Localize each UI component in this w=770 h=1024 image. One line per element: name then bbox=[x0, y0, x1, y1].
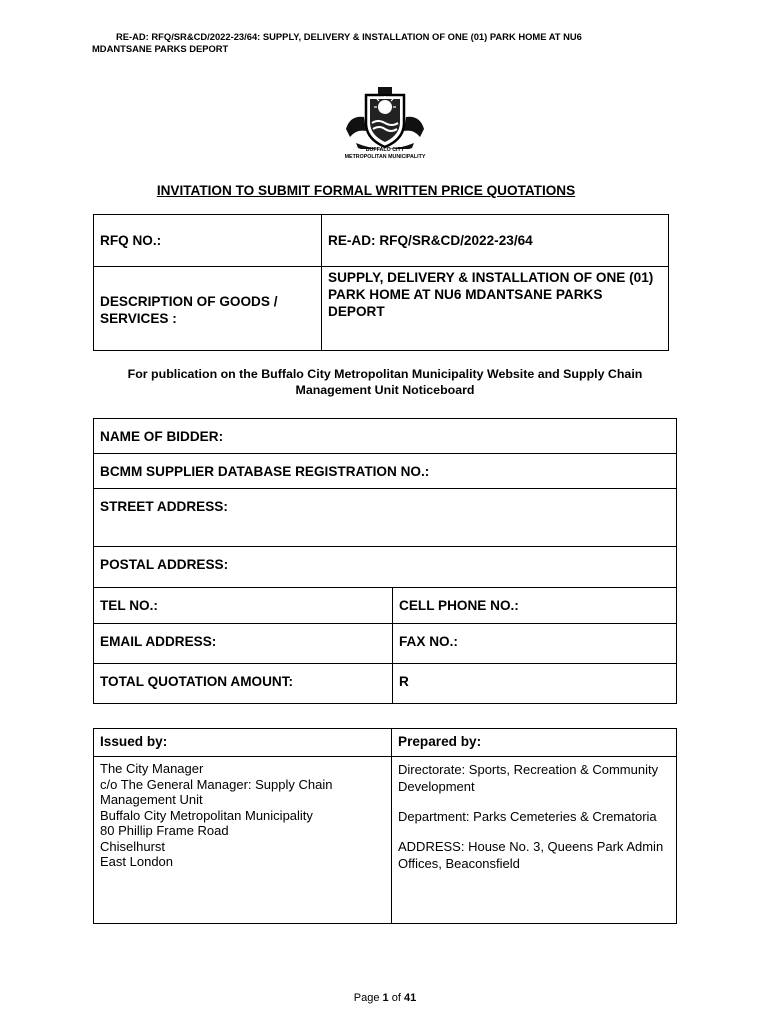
rfq-number-row bbox=[94, 215, 669, 267]
total-page-count: 41 bbox=[403, 992, 417, 1004]
document-reference-header bbox=[92, 31, 682, 55]
prepared-by-label: Prepared by: bbox=[392, 729, 677, 757]
prepared-by-details bbox=[392, 757, 677, 924]
street-address-field[interactable]: STREET ADDRESS: bbox=[94, 489, 677, 547]
bidder-name-field[interactable]: NAME OF BIDDER: bbox=[94, 419, 677, 454]
email-field[interactable]: EMAIL ADDRESS: bbox=[94, 624, 393, 664]
postal-address-field[interactable]: POSTAL ADDRESS: bbox=[94, 547, 677, 588]
issued-line: c/o The General Manager: Supply Chain Management Unit bbox=[100, 776, 333, 807]
logo-line-2: METROPOLITAN MUNICIPALITY bbox=[344, 153, 426, 160]
issued-prepared-table bbox=[93, 728, 677, 924]
table-row bbox=[94, 624, 677, 664]
tel-field[interactable]: TEL NO.: bbox=[94, 588, 393, 624]
description-label: DESCRIPTION OF GOODS / SERVICES : bbox=[94, 267, 322, 351]
document-title: INVITATION TO SUBMIT FORMAL WRITTEN PRICE QUOTATIONS bbox=[156, 183, 576, 198]
prepared-address: ADDRESS: House No. 3, Queens Park Admin Offices, Beaconsfield bbox=[398, 839, 664, 871]
description-row bbox=[94, 267, 669, 351]
table-row bbox=[94, 729, 677, 757]
table-row bbox=[94, 547, 677, 588]
issued-by-address bbox=[94, 757, 392, 924]
issued-line: East London bbox=[100, 854, 174, 869]
issued-line: The City Manager bbox=[100, 761, 204, 776]
header-line-2: MDANTSANE PARKS DEPORT bbox=[92, 43, 229, 54]
publication-note: For publication on the Buffalo City Metropolitan Municipality Website and Supply Chain Management Unit Noticeboard bbox=[127, 367, 643, 397]
description-value: SUPPLY, DELIVERY & INSTALLATION OF ONE (01) PARK HOME AT NU6 MDANTSANE PARKS DEPORT bbox=[322, 267, 669, 351]
rfq-number-value: RE-AD: RFQ/SR&CD/2022-23/64 bbox=[322, 215, 669, 267]
prepared-directorate: Directorate: Sports, Recreation & Community Development bbox=[398, 762, 659, 794]
total-quotation-label: TOTAL QUOTATION AMOUNT: bbox=[94, 664, 393, 704]
rfq-details-table bbox=[93, 214, 669, 351]
total-quotation-amount-field[interactable]: R bbox=[393, 664, 677, 704]
page-of: of bbox=[388, 992, 404, 1004]
prepared-department: Department: Parks Cemeteries & Crematoria bbox=[398, 809, 657, 824]
table-row bbox=[94, 588, 677, 624]
issued-line: Buffalo City Metropolitan Municipality bbox=[100, 807, 313, 823]
table-row bbox=[94, 757, 677, 924]
table-row bbox=[94, 664, 677, 704]
issued-line: Chiselhurst bbox=[100, 838, 166, 854]
rfq-number-label: RFQ NO.: bbox=[94, 215, 322, 267]
current-page-number: 1 bbox=[382, 992, 389, 1004]
page-prefix: Page bbox=[353, 992, 383, 1004]
table-row bbox=[94, 419, 677, 454]
fax-field[interactable]: FAX NO.: bbox=[393, 624, 677, 664]
logo-line-1: BUFFALO CITY bbox=[365, 147, 405, 153]
table-row bbox=[94, 489, 677, 547]
cell-phone-field[interactable]: CELL PHONE NO.: bbox=[393, 588, 677, 624]
bidder-details-table bbox=[93, 418, 677, 704]
header-line-1: RE-AD: RFQ/SR&CD/2022-23/64: SUPPLY, DELIVERY & INSTALLATION OF ONE (01) PARK HOME AT NU6 bbox=[116, 31, 582, 42]
issued-by-label: Issued by: bbox=[94, 729, 392, 757]
table-row bbox=[94, 454, 677, 489]
municipality-logo-text bbox=[330, 147, 440, 160]
database-registration-field[interactable]: BCMM SUPPLIER DATABASE REGISTRATION NO.: bbox=[94, 454, 677, 489]
issued-line: 80 Phillip Frame Road bbox=[100, 823, 229, 838]
page-number-footer bbox=[0, 992, 770, 1004]
